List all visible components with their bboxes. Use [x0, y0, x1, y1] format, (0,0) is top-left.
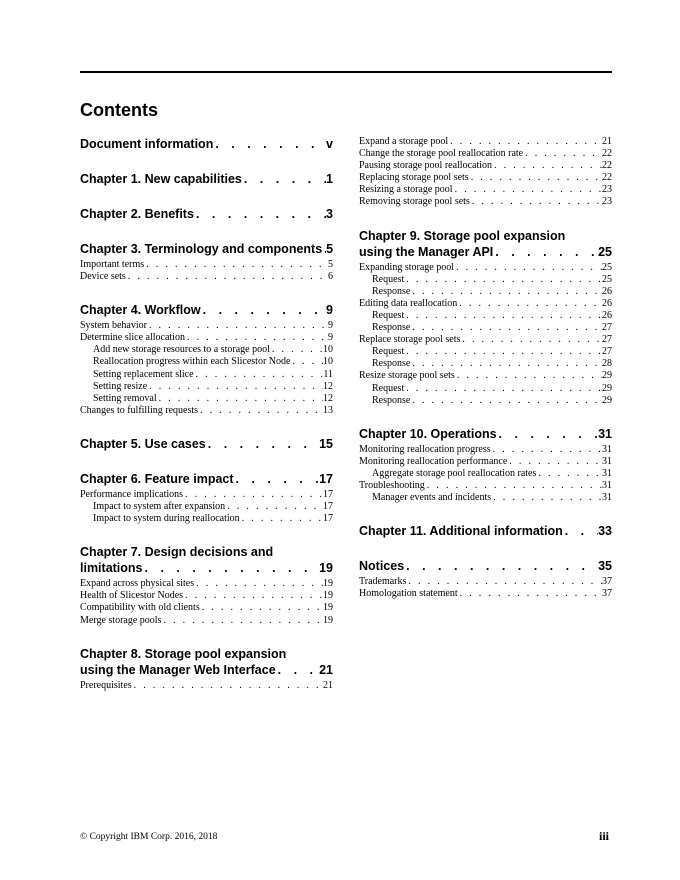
toc-entry-chapter-6[interactable]: Chapter 6. Feature impact . . . 17 — [80, 471, 333, 487]
toc-entry-request[interactable]: Request . . . 27 — [359, 346, 612, 358]
toc-entry-change-reallocation-rate[interactable]: Change the storage pool reallocation rate . . . 22 — [359, 148, 612, 160]
toc-entry-resizing-a-storage-pool[interactable]: Resizing a storage pool . . . 23 — [359, 184, 612, 196]
toc-entry-prerequisites[interactable]: Prerequisites . . . 21 — [80, 680, 333, 692]
toc-entry-monitoring-reallocation-progress[interactable]: Monitoring reallocation progress . . . 31 — [359, 444, 612, 456]
toc-entry-manager-events-and-incidents[interactable]: Manager events and incidents . . . 31 — [359, 492, 612, 504]
toc-entry-chapter-9[interactable]: Chapter 9. Storage pool expansion using the Manager API . . . 25 — [359, 228, 612, 260]
toc-left-column — [80, 136, 333, 692]
toc-entry-health-of-slicestor-nodes[interactable]: Health of Slicestor Nodes . . . 19 — [80, 590, 333, 602]
toc-entry-chapter-2[interactable]: Chapter 2. Benefits . . . 3 — [80, 206, 333, 222]
toc-entry-pausing-reallocation[interactable]: Pausing storage pool reallocation . . . 22 — [359, 160, 612, 172]
toc-entry-device-sets[interactable]: Device sets . . . 6 — [80, 271, 333, 283]
toc-entry-document-information[interactable]: Document information . . . v — [80, 136, 333, 152]
toc-entry-request[interactable]: Request . . . 29 — [359, 383, 612, 395]
toc-entry-merge-storage-pools[interactable]: Merge storage pools . . . 19 — [80, 615, 333, 627]
toc-entry-compatibility-with-old-clients[interactable]: Compatibility with old clients . . . 19 — [80, 602, 333, 614]
toc-entry-system-behavior[interactable]: System behavior . . . 9 — [80, 320, 333, 332]
toc-entry-resize-storage-pool-sets[interactable]: Resize storage pool sets . . . 29 — [359, 370, 612, 382]
toc-entry-chapter-8[interactable]: Chapter 8. Storage pool expansion using the Manager Web Interface . . . 21 — [80, 646, 333, 678]
toc-entry-setting-replacement-slice[interactable]: Setting replacement slice . . . 11 — [80, 369, 333, 381]
toc-entry-monitoring-reallocation-performance[interactable]: Monitoring reallocation performance . . . 31 — [359, 456, 612, 468]
page-number: iii — [599, 829, 610, 843]
toc-entry-add-new-storage-resources[interactable]: Add new storage resources to a storage pool . . . 10 — [80, 344, 333, 356]
toc-entry-notices[interactable]: Notices . . . 35 — [359, 558, 612, 574]
toc-entry-homologation-statement[interactable]: Homologation statement . . . 37 — [359, 588, 612, 600]
toc-entry-response[interactable]: Response . . . 29 — [359, 395, 612, 407]
toc-entry-removing-storage-pool-sets[interactable]: Removing storage pool sets . . . 23 — [359, 196, 612, 208]
toc-entry-expand-a-storage-pool[interactable]: Expand a storage pool . . . 21 — [359, 136, 612, 148]
toc-entry-chapter-7[interactable]: Chapter 7. Design decisions and limitations . . . 19 — [80, 544, 333, 576]
toc-entry-expand-across-physical-sites[interactable]: Expand across physical sites . . . 19 — [80, 578, 333, 590]
toc-entry-request[interactable]: Request . . . 26 — [359, 310, 612, 322]
toc-entry-request[interactable]: Request . . . 25 — [359, 274, 612, 286]
toc-entry-aggregate-reallocation-rates[interactable]: Aggregate storage pool reallocation rates . . . 31 — [359, 468, 612, 480]
toc-entry-expanding-storage-pool[interactable]: Expanding storage pool . . . 25 — [359, 262, 612, 274]
toc-entry-setting-resize[interactable]: Setting resize . . . 12 — [80, 381, 333, 393]
toc-entry-chapter-3[interactable]: Chapter 3. Terminology and components . . . 5 — [80, 241, 333, 257]
toc-entry-response[interactable]: Response . . . 26 — [359, 286, 612, 298]
toc-entry-chapter-10[interactable]: Chapter 10. Operations . . . 31 — [359, 426, 612, 442]
toc-entry-setting-removal[interactable]: Setting removal . . . 12 — [80, 393, 333, 405]
toc-entry-changes-to-fulfilling-requests[interactable]: Changes to fulfilling requests . . . 13 — [80, 405, 333, 417]
toc-entry-replacing-storage-pool-sets[interactable]: Replacing storage pool sets . . . 22 — [359, 172, 612, 184]
toc-entry-response[interactable]: Response . . . 27 — [359, 322, 612, 334]
toc-entry-chapter-5[interactable]: Chapter 5. Use cases . . . 15 — [80, 436, 333, 452]
toc-right-column — [359, 136, 612, 600]
toc-entry-performance-implications[interactable]: Performance implications . . . 17 — [80, 489, 333, 501]
toc-entry-chapter-4[interactable]: Chapter 4. Workflow . . . 9 — [80, 302, 333, 318]
toc-entry-replace-storage-pool-sets[interactable]: Replace storage pool sets . . . 27 — [359, 334, 612, 346]
page-title: Contents — [80, 100, 158, 120]
toc-entry-determine-slice-allocation[interactable]: Determine slice allocation . . . 9 — [80, 332, 333, 344]
toc-entry-editing-data-reallocation[interactable]: Editing data reallocation . . . 26 — [359, 298, 612, 310]
toc-entry-important-terms[interactable]: Important terms . . . 5 — [80, 259, 333, 271]
toc-entry-trademarks[interactable]: Trademarks . . . 37 — [359, 576, 612, 588]
header-rule — [80, 71, 612, 73]
toc-entry-response[interactable]: Response . . . 28 — [359, 358, 612, 370]
toc-entry-reallocation-progress[interactable]: Reallocation progress within each Slicestor Node . . . 10 — [80, 356, 333, 368]
toc-entry-impact-during-reallocation[interactable]: Impact to system during reallocation . . . 17 — [80, 513, 333, 525]
copyright-notice: © Copyright IBM Corp. 2016, 2018 — [80, 832, 218, 842]
toc-entry-chapter-1[interactable]: Chapter 1. New capabilities . . . 1 — [80, 171, 333, 187]
toc-entry-troubleshooting[interactable]: Troubleshooting . . . 31 — [359, 480, 612, 492]
toc-entry-chapter-11[interactable]: Chapter 11. Additional information . . . 33 — [359, 523, 612, 539]
toc-entry-impact-after-expansion[interactable]: Impact to system after expansion . . . 17 — [80, 501, 333, 513]
